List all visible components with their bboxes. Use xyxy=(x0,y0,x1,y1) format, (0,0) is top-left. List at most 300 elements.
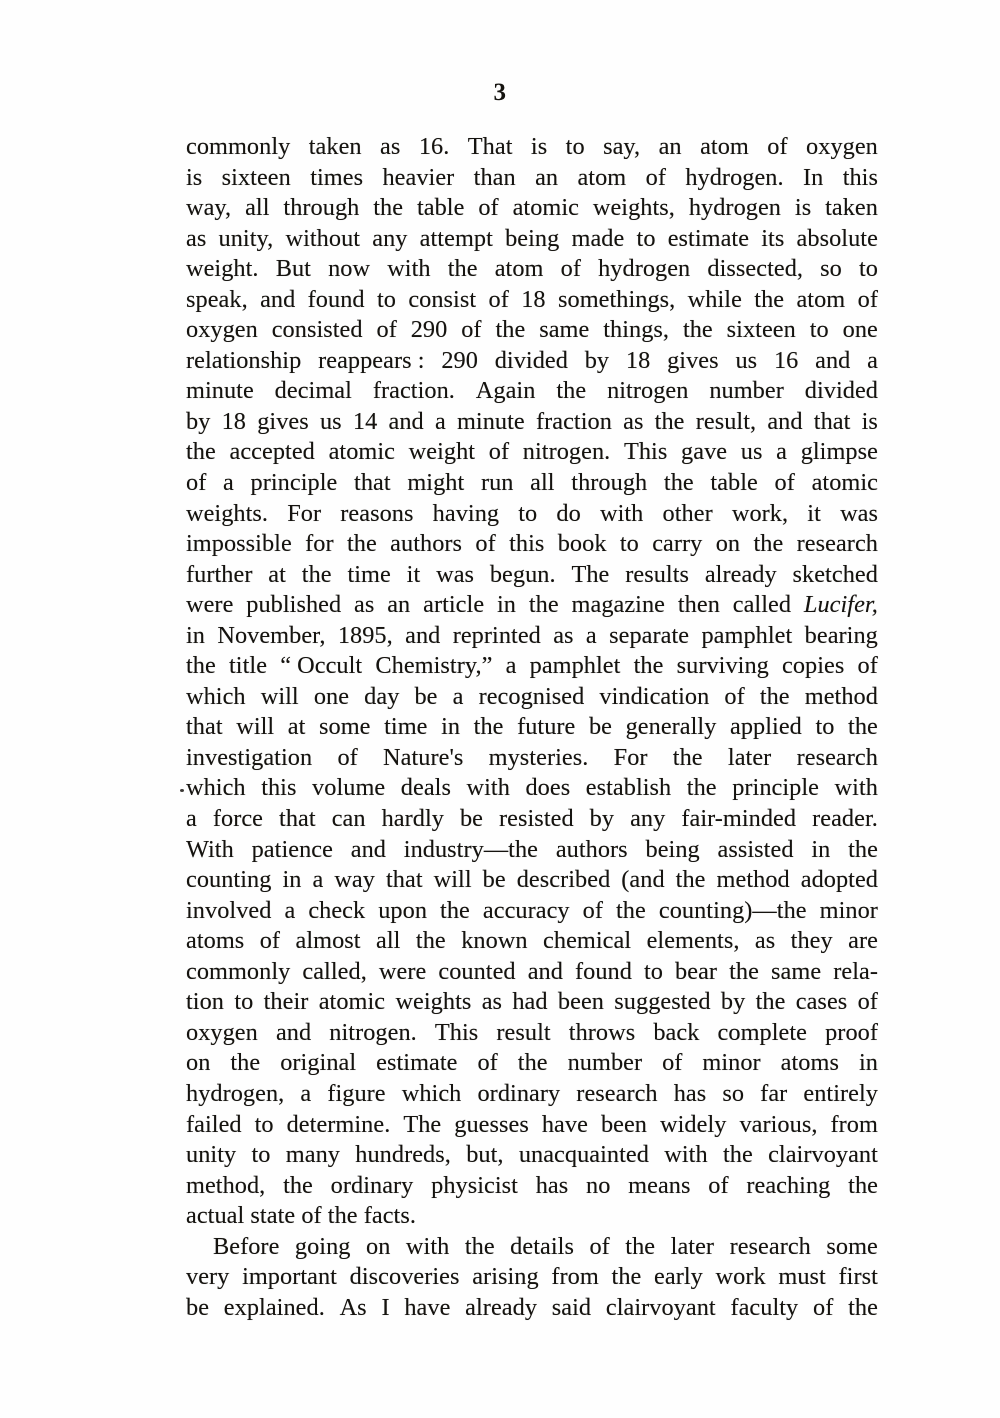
word: far xyxy=(760,1079,788,1107)
word: further xyxy=(186,560,253,588)
word: with xyxy=(664,1141,708,1169)
word: will xyxy=(433,866,472,894)
word: us xyxy=(740,438,763,466)
word: authors xyxy=(390,530,463,558)
word: Nature's xyxy=(383,743,464,771)
word: atom xyxy=(577,163,627,191)
word: fraction xyxy=(535,407,612,435)
word: were xyxy=(186,591,234,619)
word: by xyxy=(584,346,610,374)
word: by xyxy=(720,988,746,1016)
word: it xyxy=(406,560,421,588)
word: they xyxy=(790,927,833,955)
word: ordinary xyxy=(477,1079,561,1107)
text-line xyxy=(186,1262,878,1293)
text-line xyxy=(186,773,878,804)
word: means xyxy=(628,1171,691,1199)
word: the xyxy=(283,1171,313,1199)
word: other xyxy=(662,499,713,527)
word: taken xyxy=(825,194,878,222)
word: “ Occult xyxy=(280,652,363,680)
word: recognised xyxy=(478,682,585,710)
word: and xyxy=(350,835,386,863)
word: surviving xyxy=(676,652,769,680)
word: But xyxy=(275,255,311,283)
word: the xyxy=(686,774,717,802)
word: some xyxy=(826,1232,878,1260)
word: has xyxy=(673,1079,707,1107)
word: determine. xyxy=(286,1110,391,1138)
word: results xyxy=(625,560,690,588)
word: the xyxy=(754,285,785,313)
word: sixteen xyxy=(221,163,291,191)
word: being xyxy=(645,835,700,863)
text-line xyxy=(186,1018,878,1049)
word: mysteries. xyxy=(488,743,589,771)
word: to xyxy=(251,1141,271,1169)
word: in xyxy=(811,835,831,863)
word: without xyxy=(285,224,361,252)
word: one xyxy=(842,316,878,344)
word: the xyxy=(611,1263,642,1291)
word: us xyxy=(319,407,342,435)
word: things, xyxy=(603,316,670,344)
word: almost xyxy=(295,927,361,955)
word: the xyxy=(848,835,878,863)
word: weights xyxy=(395,988,472,1016)
word: to xyxy=(376,285,396,313)
word: the xyxy=(848,1171,878,1199)
text-line xyxy=(186,987,878,1018)
word: original xyxy=(280,1049,357,1077)
text-line xyxy=(186,285,878,316)
word: their xyxy=(263,988,309,1016)
word: the xyxy=(447,255,478,283)
word: clairvoyant xyxy=(605,1293,716,1321)
word: on xyxy=(715,530,741,558)
word: estimate xyxy=(667,224,750,252)
word: atomic xyxy=(512,194,579,222)
word: accuracy xyxy=(482,896,570,924)
word: atomic xyxy=(328,438,395,466)
word: November, xyxy=(217,621,326,649)
word: of xyxy=(645,163,666,191)
word: absolute xyxy=(796,224,878,252)
word: say, xyxy=(603,133,641,160)
word: any xyxy=(372,224,408,252)
word: gives xyxy=(667,346,719,374)
word: atomic xyxy=(318,988,386,1016)
word: time xyxy=(347,560,391,588)
word: research xyxy=(576,1079,658,1107)
word: principle xyxy=(732,774,819,802)
word: begun. xyxy=(489,560,556,588)
word: figure xyxy=(327,1079,386,1107)
word: As xyxy=(339,1293,367,1321)
word: This xyxy=(434,1018,479,1046)
text-line xyxy=(186,193,878,224)
word: a xyxy=(284,896,296,924)
word: day xyxy=(364,682,400,710)
word: already xyxy=(465,1293,538,1321)
body-text-block xyxy=(186,132,878,1323)
word: as xyxy=(380,133,401,160)
word: nitrogen. xyxy=(522,438,611,466)
word: force xyxy=(212,805,264,833)
word: be xyxy=(414,682,438,710)
word: same xyxy=(771,957,822,985)
word: have xyxy=(541,1110,588,1138)
word: of xyxy=(337,743,358,771)
word: a xyxy=(300,1079,312,1107)
text-line xyxy=(186,1079,878,1110)
text-line xyxy=(186,896,878,927)
word: Chemistry,” xyxy=(375,652,493,680)
word: reader. xyxy=(812,805,878,833)
word: for xyxy=(305,530,334,558)
word: ordinary xyxy=(330,1171,414,1199)
word: does xyxy=(525,774,571,802)
word: been xyxy=(600,1110,648,1138)
word: the xyxy=(616,896,646,924)
word: this xyxy=(261,774,297,802)
word: of xyxy=(857,988,878,1016)
word: at xyxy=(268,560,286,588)
word: widely xyxy=(660,1110,727,1138)
word: the xyxy=(848,713,878,741)
word: failed xyxy=(186,1110,242,1138)
word: and xyxy=(405,621,441,649)
text-line xyxy=(186,743,878,774)
word: times xyxy=(310,163,364,191)
text-line xyxy=(186,407,878,438)
word: been xyxy=(557,988,604,1016)
word: that xyxy=(186,713,223,741)
word: a xyxy=(223,469,234,497)
word: as xyxy=(623,407,644,435)
text-line xyxy=(186,651,878,682)
word: method, xyxy=(186,1171,266,1199)
word: in xyxy=(186,621,205,649)
word: oxygen xyxy=(186,1018,258,1046)
word: Again xyxy=(475,377,536,405)
word: various, xyxy=(739,1110,818,1138)
word: physicist xyxy=(431,1171,518,1199)
word: is xyxy=(861,407,878,435)
word: and xyxy=(767,407,803,435)
word: of xyxy=(560,255,581,283)
word: with xyxy=(834,774,878,802)
word: so xyxy=(722,1079,745,1107)
word: a xyxy=(186,805,197,833)
word: the xyxy=(230,1049,261,1077)
word: be xyxy=(588,713,613,741)
word: by xyxy=(186,407,211,435)
word: in xyxy=(282,866,302,894)
word: clairvoyant xyxy=(768,1141,878,1169)
word: known xyxy=(461,927,528,955)
word: atom xyxy=(700,133,749,160)
word: the xyxy=(753,530,784,558)
word: title xyxy=(229,652,268,680)
word: no xyxy=(586,1171,611,1199)
word: it xyxy=(807,499,821,527)
word: was xyxy=(840,499,878,527)
word: work, xyxy=(731,499,789,527)
word: 18 xyxy=(221,407,247,435)
word: to xyxy=(815,713,835,741)
word: the xyxy=(495,316,526,344)
word: atom xyxy=(494,255,544,283)
text-line xyxy=(186,835,878,866)
word: many xyxy=(285,1141,340,1169)
word: resisted xyxy=(499,805,574,833)
word: as xyxy=(481,988,503,1016)
word: the xyxy=(625,1232,656,1260)
word: from xyxy=(551,1263,599,1291)
word: reprinted xyxy=(452,621,541,649)
word: hydrogen. xyxy=(685,163,784,191)
word: carry xyxy=(652,530,703,558)
word: already xyxy=(704,560,777,588)
word: estimate xyxy=(376,1049,458,1077)
word: and xyxy=(815,346,851,374)
word: to xyxy=(859,255,878,283)
word: time xyxy=(384,713,428,741)
word: atomic xyxy=(811,469,878,497)
text-line xyxy=(186,1293,878,1324)
word: a xyxy=(434,407,446,435)
word: of xyxy=(724,682,745,710)
word: sixteen xyxy=(726,316,796,344)
word: while xyxy=(687,285,742,313)
word: to xyxy=(565,133,585,160)
word: way xyxy=(334,866,375,894)
word: described xyxy=(516,866,611,894)
word: called xyxy=(732,591,792,619)
word: glimpse xyxy=(800,438,878,466)
word: attempt xyxy=(419,224,493,252)
word: In xyxy=(802,163,824,191)
word: table xyxy=(710,469,758,497)
word: arising xyxy=(472,1263,539,1291)
word: of xyxy=(488,285,509,313)
word: future xyxy=(517,713,576,741)
word: suggested xyxy=(614,988,711,1016)
word: For xyxy=(613,743,648,771)
word: are xyxy=(848,927,878,955)
word: as xyxy=(754,927,776,955)
word: of xyxy=(488,438,510,466)
word: impossible xyxy=(186,530,292,558)
word: in xyxy=(858,1049,878,1077)
word: magazine xyxy=(571,591,666,619)
word: the xyxy=(528,591,559,619)
word: the xyxy=(186,652,216,680)
word: 18 xyxy=(625,346,651,374)
word: to xyxy=(619,530,639,558)
text-line xyxy=(186,468,878,499)
word: found xyxy=(574,957,632,985)
word: the xyxy=(464,1232,495,1260)
word: commonly xyxy=(186,133,291,160)
word: that xyxy=(279,805,316,833)
word: discoveries xyxy=(349,1263,460,1291)
word: unity xyxy=(186,1141,237,1169)
text-line xyxy=(186,132,878,163)
word: a xyxy=(776,438,788,466)
word: of xyxy=(478,194,499,222)
word: early xyxy=(654,1263,703,1291)
word: tion xyxy=(186,988,224,1016)
word: consisted xyxy=(271,316,363,344)
word: 14 xyxy=(352,407,378,435)
word: some xyxy=(319,713,371,741)
word: atom xyxy=(796,285,846,313)
word: in xyxy=(441,713,461,741)
word: an xyxy=(387,591,411,619)
word: might xyxy=(407,469,465,497)
word: research xyxy=(796,530,878,558)
word: work xyxy=(715,1263,766,1291)
word: the xyxy=(517,1049,548,1077)
word: us xyxy=(735,346,758,374)
word: unity, xyxy=(218,224,274,252)
word: details xyxy=(510,1232,574,1260)
word: the xyxy=(755,988,786,1016)
word: have xyxy=(404,1293,451,1321)
word: heavier xyxy=(382,163,455,191)
word: involved xyxy=(186,896,272,924)
word: and xyxy=(527,957,563,985)
word: pamphlet xyxy=(529,652,621,680)
word: is xyxy=(794,194,812,222)
word: is xyxy=(530,133,548,160)
word: of xyxy=(813,1293,834,1321)
word: had xyxy=(512,988,548,1016)
word: patience xyxy=(251,835,333,863)
word: a xyxy=(312,866,324,894)
text-line xyxy=(186,957,878,988)
word: on xyxy=(186,1049,211,1077)
text-line xyxy=(186,712,878,743)
word: than xyxy=(473,163,516,191)
word: to xyxy=(254,1110,274,1138)
word: was xyxy=(436,560,475,588)
word: a xyxy=(867,346,878,374)
word: later xyxy=(670,1232,715,1260)
word: do xyxy=(556,499,581,527)
word: will xyxy=(236,713,275,741)
word: minor xyxy=(702,1049,761,1077)
word: weight. xyxy=(186,255,259,283)
word: oxygen xyxy=(806,133,878,160)
word: book xyxy=(557,530,607,558)
word: be xyxy=(459,805,484,833)
word: which xyxy=(401,1079,462,1107)
word: minute xyxy=(186,377,254,405)
word: this xyxy=(842,163,878,191)
text-line xyxy=(186,590,878,621)
word: Lucifer, xyxy=(803,591,878,619)
word: research xyxy=(796,743,878,771)
word: made xyxy=(571,224,625,252)
word: the xyxy=(675,866,706,894)
word: the xyxy=(722,1141,753,1169)
word: 290 xyxy=(410,316,448,344)
text-line xyxy=(186,682,878,713)
word: the xyxy=(556,377,587,405)
word: any xyxy=(630,805,666,833)
word: hydrogen xyxy=(598,255,691,283)
word: consist xyxy=(408,285,477,313)
word: generally xyxy=(625,713,717,741)
word: principle xyxy=(250,469,338,497)
word: 16. xyxy=(418,133,450,160)
word: elements, xyxy=(646,927,740,955)
word: then xyxy=(677,591,720,619)
text-line: actual state of the facts. xyxy=(186,1202,416,1230)
word: taken xyxy=(308,133,362,160)
word: The xyxy=(403,1110,442,1138)
word: proof xyxy=(825,1018,878,1046)
word: the xyxy=(759,682,790,710)
word: to xyxy=(518,499,538,527)
word: the xyxy=(848,1293,878,1321)
word: unacquainted xyxy=(518,1141,649,1169)
word: faculty xyxy=(730,1293,799,1321)
word: minor xyxy=(819,896,878,924)
word: as xyxy=(186,224,207,252)
word: which xyxy=(186,682,246,710)
word: complete xyxy=(717,1018,807,1046)
word: to xyxy=(234,988,254,1016)
text-line xyxy=(186,254,878,285)
word: establish xyxy=(585,774,672,802)
word: a xyxy=(585,621,597,649)
word: all xyxy=(530,469,555,497)
word: be xyxy=(186,1293,210,1321)
word: be xyxy=(482,866,506,894)
word: result xyxy=(496,1018,551,1046)
word: weights, xyxy=(592,194,675,222)
word: by xyxy=(589,805,615,833)
text-line xyxy=(186,376,878,407)
word: of xyxy=(662,1049,683,1077)
word: all xyxy=(376,927,401,955)
word: counting xyxy=(186,866,272,894)
word: later xyxy=(727,743,772,771)
text-line xyxy=(186,1140,878,1171)
word: and xyxy=(260,285,296,313)
word: of xyxy=(186,469,207,497)
word: counting)—the xyxy=(658,896,807,924)
word: but, xyxy=(466,1141,504,1169)
word: important xyxy=(242,1263,337,1291)
word: hydrogen, xyxy=(186,1079,285,1107)
word: fair-minded xyxy=(681,805,797,833)
word: as xyxy=(354,591,375,619)
word: through xyxy=(571,469,648,497)
word: 16 xyxy=(773,346,799,374)
word: of xyxy=(589,1232,610,1260)
word: throws xyxy=(568,1018,636,1046)
word: assisted xyxy=(717,835,794,863)
word: that xyxy=(813,407,851,435)
word: one xyxy=(313,682,350,710)
word: atoms xyxy=(780,1049,839,1077)
word: of xyxy=(774,469,795,497)
